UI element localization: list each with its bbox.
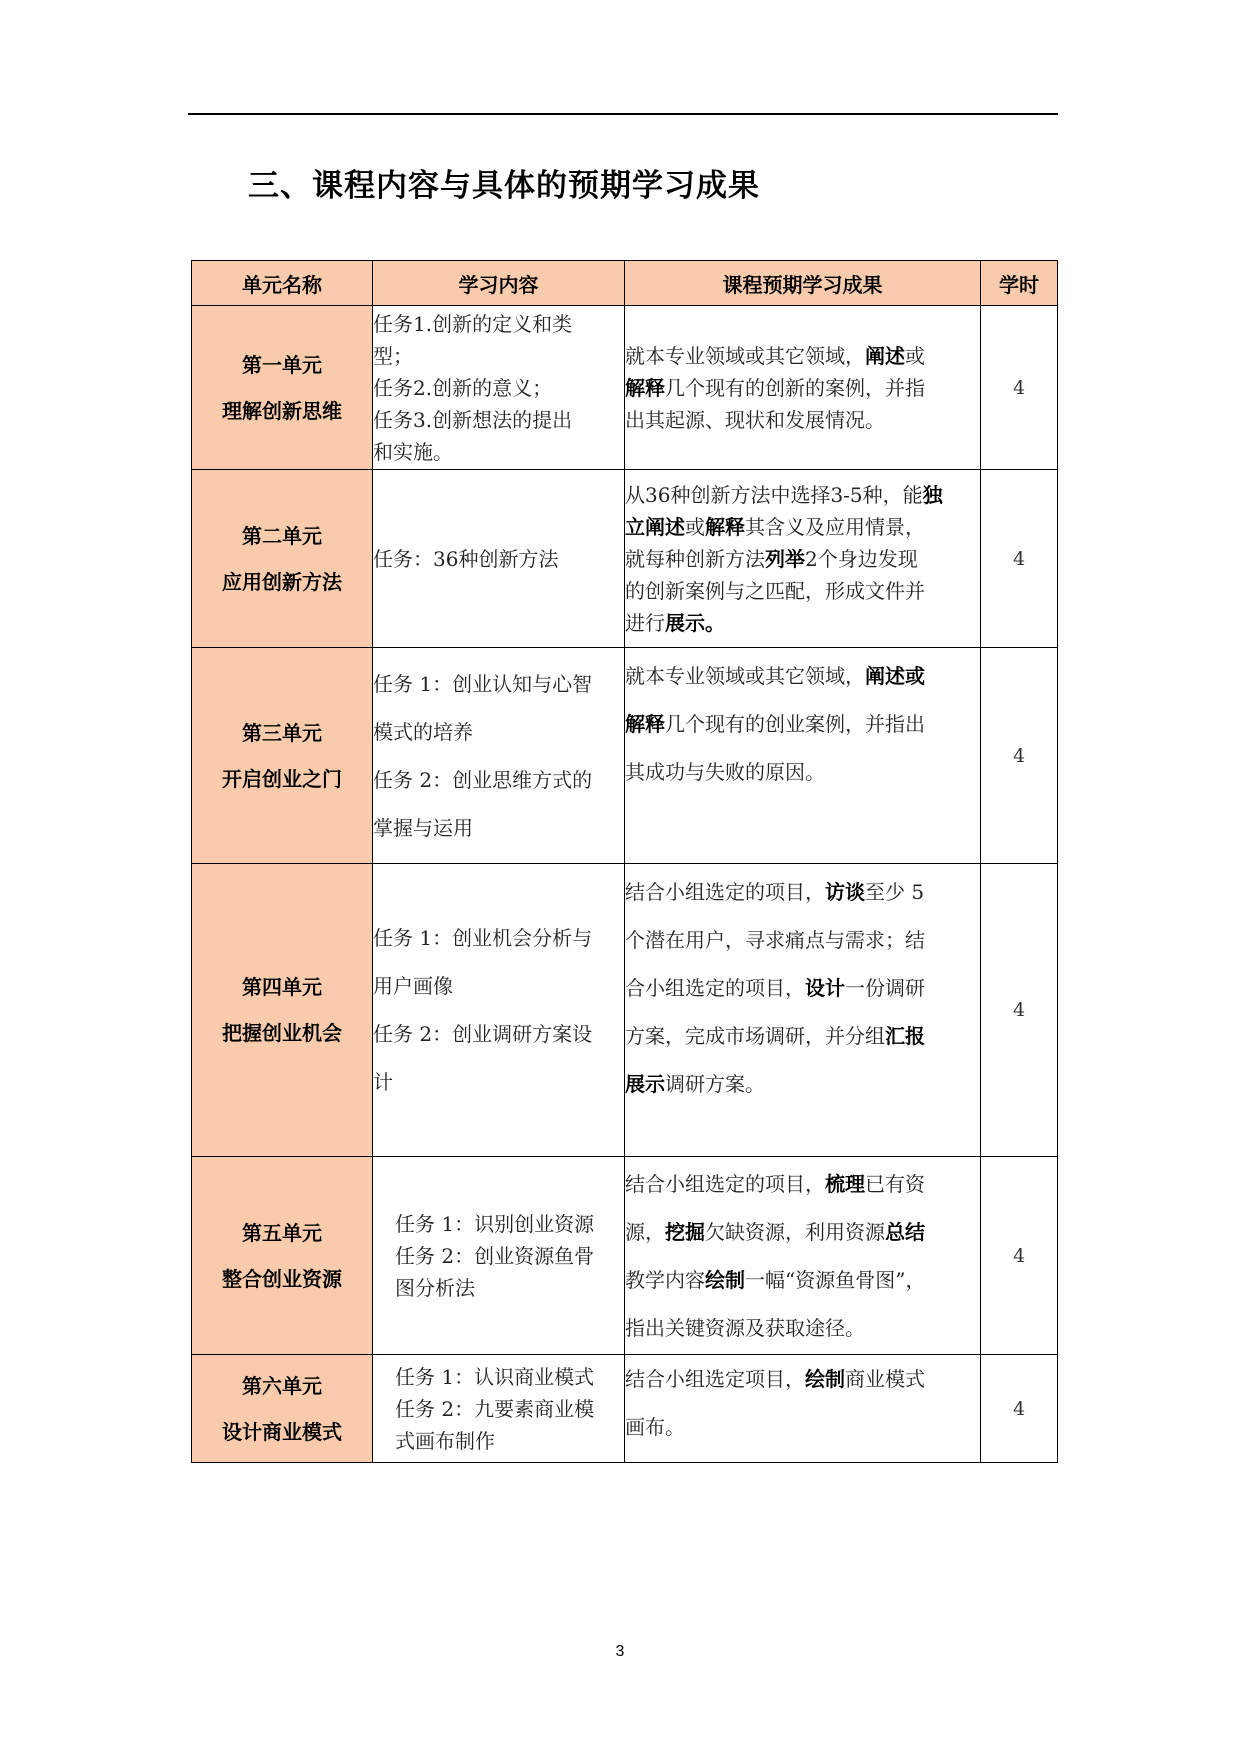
outcome-text: 合小组选定的项目， bbox=[625, 976, 805, 1000]
content-line: 任务 1：认识商业模式 bbox=[395, 1364, 595, 1389]
unit-name: 应用创新方法 bbox=[222, 569, 342, 594]
outcome-text: 源， bbox=[625, 1219, 665, 1244]
outcome-text: 的创新案例与之匹配，形成文件并 bbox=[625, 578, 925, 603]
outcome-line bbox=[625, 1256, 980, 1304]
content-cell bbox=[373, 1157, 625, 1355]
outcome-text: 从36种创新方法中选择3-5种，能 bbox=[625, 482, 923, 507]
outcome-line bbox=[625, 575, 980, 607]
emphasis-text: 展示。 bbox=[665, 610, 725, 635]
content-line: 任务：36种创新方法 bbox=[373, 546, 559, 571]
outcome-cell bbox=[625, 306, 981, 470]
outcome-cell bbox=[625, 1355, 981, 1463]
outcome-text: 或 bbox=[685, 514, 705, 539]
unit-cell bbox=[192, 1355, 373, 1463]
outcome-line bbox=[625, 964, 980, 1012]
table-row bbox=[192, 306, 1058, 470]
outcome-text: 至少 5 bbox=[865, 880, 925, 904]
content-cell bbox=[373, 470, 625, 648]
outcome-line bbox=[625, 1355, 980, 1403]
outcome-line bbox=[625, 652, 980, 700]
outcome-line bbox=[625, 1304, 980, 1352]
table-row bbox=[192, 1355, 1058, 1463]
outcome-text: 2个身边发现 bbox=[805, 546, 918, 571]
outcome-text: 方案，完成市场调研，并分组 bbox=[625, 1024, 885, 1048]
header-rule bbox=[188, 113, 1058, 115]
outcome-line bbox=[625, 1160, 980, 1208]
outcome-line bbox=[625, 700, 980, 748]
outcome-cell bbox=[625, 470, 981, 648]
hours-cell: 4 bbox=[981, 1355, 1058, 1463]
outcome-line bbox=[625, 868, 980, 916]
outcome-line bbox=[625, 1208, 980, 1256]
content-cell bbox=[373, 306, 625, 470]
table-row bbox=[192, 470, 1058, 648]
outcome-text: 一份调研 bbox=[845, 976, 925, 1000]
content-line: 模式的培养 bbox=[373, 719, 473, 744]
table-row bbox=[192, 1157, 1058, 1355]
content-line: 和实施。 bbox=[373, 439, 453, 464]
outcome-text: 结合小组选定的项目， bbox=[625, 880, 825, 904]
outcome-text: 或 bbox=[905, 343, 925, 368]
content-line: 型； bbox=[373, 343, 413, 368]
emphasis-text: 挖掘 bbox=[665, 1219, 705, 1244]
emphasis-text: 解释 bbox=[625, 712, 665, 736]
hours-cell: 4 bbox=[981, 648, 1058, 864]
unit-name: 理解创新思维 bbox=[222, 398, 342, 423]
hours-cell: 4 bbox=[981, 306, 1058, 470]
unit-name: 整合创业资源 bbox=[222, 1266, 342, 1291]
outcome-text: 几个现有的创业案例，并指出 bbox=[665, 712, 925, 736]
content-line: 掌握与运用 bbox=[373, 815, 473, 840]
outcome-line bbox=[625, 372, 980, 404]
header-unit-name: 单元名称 bbox=[192, 261, 373, 306]
hours-cell: 4 bbox=[981, 1157, 1058, 1355]
table-header-row bbox=[192, 261, 1058, 306]
outcome-text: 欠缺资源，利用资源 bbox=[705, 1219, 885, 1244]
table-row bbox=[192, 864, 1058, 1157]
emphasis-text: 列举 bbox=[765, 546, 805, 571]
outcome-text: 其成功与失败的原因。 bbox=[625, 760, 825, 784]
unit-name: 把握创业机会 bbox=[222, 1021, 342, 1045]
table-row bbox=[192, 648, 1058, 864]
outcome-line bbox=[625, 748, 980, 796]
outcome-line bbox=[625, 1060, 980, 1108]
emphasis-text: 汇报 bbox=[885, 1024, 925, 1048]
content-cell bbox=[373, 1355, 625, 1463]
page-number: 3 bbox=[615, 1643, 625, 1660]
emphasis-text: 展示 bbox=[625, 1072, 665, 1096]
content-line: 任务 2：创业调研方案设 bbox=[373, 1022, 593, 1046]
outcome-text: 个潜在用户，寻求痛点与需求；结 bbox=[625, 928, 925, 952]
header-hours: 学时 bbox=[981, 261, 1058, 306]
outcome-text: 进行 bbox=[625, 610, 665, 635]
outcome-text: 就本专业领域或其它领域， bbox=[625, 664, 865, 688]
content-line: 任务 2：九要素商业模 bbox=[395, 1396, 595, 1421]
outcome-line bbox=[625, 607, 980, 639]
section-title: 三、课程内容与具体的预期学习成果 bbox=[248, 168, 760, 204]
outcome-line bbox=[625, 1403, 980, 1451]
outcome-text: 就本专业领域或其它领域， bbox=[625, 343, 865, 368]
emphasis-text: 阐述或 bbox=[865, 664, 925, 688]
outcome-text: 教学内容 bbox=[625, 1267, 705, 1292]
emphasis-text: 解释 bbox=[705, 514, 745, 539]
emphasis-text: 独 bbox=[922, 482, 943, 507]
emphasis-text: 梳理 bbox=[825, 1171, 865, 1196]
unit-number: 第六单元 bbox=[242, 1373, 322, 1398]
outcome-line bbox=[625, 479, 980, 511]
unit-number: 第三单元 bbox=[242, 720, 322, 745]
emphasis-text: 阐述 bbox=[865, 343, 905, 368]
outcome-line bbox=[625, 404, 980, 436]
outcome-text: 已有资 bbox=[865, 1171, 925, 1196]
outcome-text: 画布。 bbox=[625, 1415, 685, 1439]
emphasis-text: 访谈 bbox=[825, 880, 865, 904]
content-line: 任务1.创新的定义和类 bbox=[373, 311, 573, 336]
outcome-line bbox=[625, 543, 980, 575]
outcome-cell bbox=[625, 648, 981, 864]
unit-number: 第二单元 bbox=[242, 523, 322, 548]
outcome-text: 就每种创新方法 bbox=[625, 546, 765, 571]
outcome-text: 出其起源、现状和发展情况。 bbox=[625, 407, 885, 432]
content-line: 式画布制作 bbox=[395, 1428, 495, 1453]
outcome-line bbox=[625, 1012, 980, 1060]
unit-cell bbox=[192, 648, 373, 864]
outcome-cell bbox=[625, 864, 981, 1157]
outcome-text: 几个现有的创新的案例，并指 bbox=[665, 375, 925, 400]
content-line: 用户画像 bbox=[373, 974, 453, 998]
content-line: 计 bbox=[373, 1070, 393, 1094]
content-line: 图分析法 bbox=[395, 1275, 475, 1300]
content-line: 任务 1：创业机会分析与 bbox=[373, 926, 593, 950]
outcome-text: 调研方案。 bbox=[665, 1072, 765, 1096]
outcome-text: 结合小组选定的项目， bbox=[625, 1171, 825, 1196]
outcome-line bbox=[625, 916, 980, 964]
course-content-table bbox=[191, 260, 1058, 1463]
unit-cell bbox=[192, 1157, 373, 1355]
unit-name: 开启创业之门 bbox=[222, 766, 342, 791]
hours-cell: 4 bbox=[981, 864, 1058, 1157]
unit-cell bbox=[192, 864, 373, 1157]
emphasis-text: 解释 bbox=[625, 375, 665, 400]
content-line: 任务 1：识别创业资源 bbox=[395, 1211, 595, 1236]
emphasis-text: 绘制 bbox=[805, 1367, 845, 1391]
header-expected-outcomes: 课程预期学习成果 bbox=[625, 261, 981, 306]
unit-number: 第五单元 bbox=[242, 1220, 322, 1245]
content-line: 任务 2：创业思维方式的 bbox=[373, 767, 593, 792]
unit-number: 第一单元 bbox=[242, 352, 322, 377]
header-learning-content: 学习内容 bbox=[373, 261, 625, 306]
content-cell bbox=[373, 648, 625, 864]
emphasis-text: 总结 bbox=[885, 1219, 925, 1244]
unit-cell bbox=[192, 470, 373, 648]
content-line: 任务 1：创业认知与心智 bbox=[373, 671, 593, 696]
outcome-line bbox=[625, 340, 980, 372]
outcome-text: 商业模式 bbox=[845, 1367, 925, 1391]
outcome-cell bbox=[625, 1157, 981, 1355]
content-line: 任务2.创新的意义； bbox=[373, 375, 553, 400]
content-line: 任务3.创新想法的提出 bbox=[373, 407, 573, 432]
emphasis-text: 绘制 bbox=[705, 1267, 745, 1292]
outcome-line bbox=[625, 511, 980, 543]
hours-cell: 4 bbox=[981, 470, 1058, 648]
emphasis-text: 设计 bbox=[805, 976, 845, 1000]
unit-number: 第四单元 bbox=[242, 975, 322, 999]
outcome-text: 结合小组选定项目， bbox=[625, 1367, 805, 1391]
unit-name: 设计商业模式 bbox=[222, 1419, 342, 1444]
outcome-text: 一幅“资源鱼骨图”， bbox=[745, 1267, 926, 1292]
content-line: 任务 2：创业资源鱼骨 bbox=[395, 1243, 595, 1268]
outcome-text: 指出关键资源及获取途径。 bbox=[625, 1315, 865, 1340]
emphasis-text: 立阐述 bbox=[625, 514, 685, 539]
outcome-text: 其含义及应用情景， bbox=[745, 514, 925, 539]
content-cell bbox=[373, 864, 625, 1157]
unit-cell bbox=[192, 306, 373, 470]
